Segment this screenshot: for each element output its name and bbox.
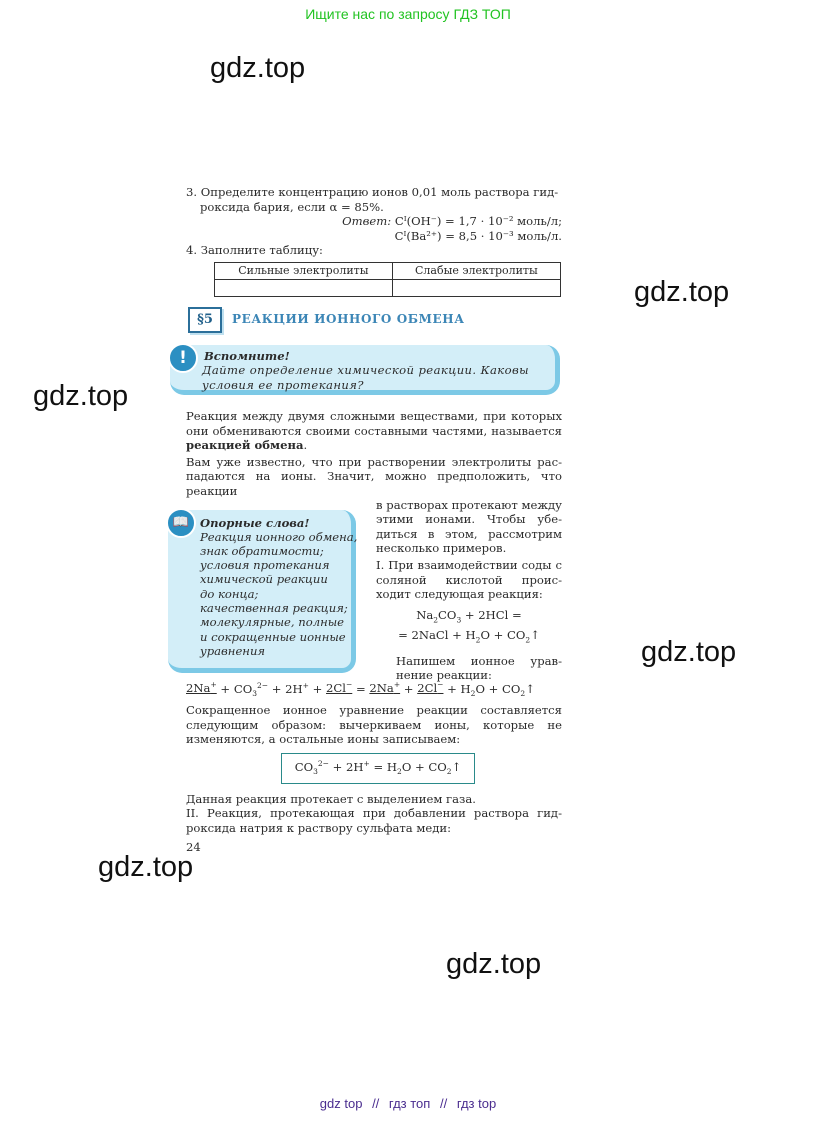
electrolytes-table [214, 262, 561, 297]
answer-label: Ответ: [342, 214, 392, 229]
term-exchange-reaction: реакцией обмена [186, 438, 304, 453]
wrap-paragraph-2: I. При взаимодействии соды с соляной кислотой происходит следующая реакция: [376, 557, 562, 602]
top-banner[interactable]: Ищите нас по запросу ГДЗ ТОП [305, 6, 511, 22]
molecular-equation: $Na_2CO_3 + 2HCl$ = = 2NaCl + $H_2O$ + $CO_2↑$ [398, 607, 540, 644]
exercise-4 [186, 243, 562, 297]
watermark: gdz.top [634, 276, 730, 308]
keyword-item: молекулярные, полные [200, 615, 345, 630]
watermark: gdz.top [641, 636, 737, 668]
full-ionic-equation: $2Na^+ + CO_3^{2-} + 2H^+ + 2Cl^- = 2Na^+ + 2Cl^- + H_2O$ + $CO_2↑$ [186, 680, 535, 698]
table-header-weak: Слабые электролиты [392, 262, 560, 279]
watermark: gdz.top [33, 380, 129, 412]
footer-separator: // [439, 1096, 448, 1111]
exercise-3 [186, 185, 562, 243]
section-number: §5 [188, 307, 222, 333]
exercise-3-line1: 3. Определите концентрацию ионов 0,01 моль раствора гид- [186, 185, 559, 199]
recall-heading: Вспомните! [204, 348, 290, 363]
footer-link[interactable]: gdz top [319, 1096, 363, 1111]
table-cell-empty [392, 279, 560, 296]
watermark: gdz.top [210, 52, 306, 84]
keywords-box [168, 510, 356, 673]
footer-separator: // [372, 1096, 380, 1111]
section-title: РЕАКЦИИ ИОННОГО ОБМЕНА [232, 311, 465, 326]
answer-line1: Cᴵ(OH⁻) = 1,7 · 10⁻² моль/л; [394, 214, 562, 229]
watermark: gdz.top [446, 948, 542, 980]
book-icon: 📖 [166, 508, 196, 538]
table-cell-empty [215, 279, 393, 296]
page-number: 24 [186, 839, 201, 854]
exercise-3-answer [186, 214, 562, 229]
exercise-3-line2: роксида бария, если α = 85%. [200, 199, 384, 214]
keyword-item: условия протекания [200, 558, 330, 573]
wrap-area [172, 497, 562, 683]
watermark: gdz.top [98, 851, 194, 883]
section-heading [186, 307, 562, 339]
recall-box [170, 345, 560, 395]
table-header-strong: Сильные электролиты [215, 262, 393, 279]
exclamation-icon: ! [168, 343, 198, 373]
paragraph-short-equation: Сокращенное ионное уравнение реакции составляется следующим образом: вычеркиваем ионы, которые не изменяются, а остальные ионы записываем: [186, 703, 562, 747]
answer-line2: Cᴵ(Ba²⁺) = 8,5 · 10⁻³ моль/л. [394, 228, 562, 243]
wrap-paragraph-1: в растворах протекают между этими ионами. Чтобы убедиться в этом, рассмотрим несколько примеров. [376, 497, 562, 556]
footer-links [0, 1096, 816, 1111]
para1-text: Реакция между двумя сложными веществами, при которых они обмениваются своими составными частями, называется [186, 408, 562, 438]
paragraph-ions: Вам уже известно, что при растворении электролиты распадаются на ионы. Значит, можно предположить, что реакции [186, 454, 562, 498]
paragraph-gas: Данная реакция протекает с выделением газа. [186, 791, 476, 806]
recall-text: Дайте определение химической реакции. Каковы условия ее протекания? [202, 362, 529, 392]
keyword-item: качественная реакция; [200, 601, 348, 616]
short-ionic-equation: $CO_3^{2-} + 2H^+ = H_2O$ + $CO_2↑$ [281, 753, 475, 784]
keyword-item: до конца; [200, 586, 259, 601]
keyword-item: уравнения [200, 643, 266, 658]
keywords-list [200, 529, 358, 659]
keyword-item: знак обратимости; [200, 543, 324, 558]
keywords-heading: Опорные слова! [200, 515, 310, 530]
keyword-item: и сокращенные ионные [200, 629, 346, 644]
wrap-paragraph-3: Напишем ионное уравнение реакции: [396, 653, 562, 683]
wrap-text [376, 498, 562, 683]
paragraph-part-2: II. Реакция, протекающая при добавлении раствора гидроксида натрия к раствору сульфата меди: [186, 806, 562, 836]
keyword-item: Реакция ионного обмена, [200, 529, 358, 544]
footer-link[interactable]: гдз top [456, 1096, 497, 1111]
keyword-item: химической реакции [200, 572, 328, 587]
textbook-page [172, 185, 562, 854]
paragraph-definition [186, 409, 562, 453]
exercise-4-text: 4. Заполните таблицу: [186, 243, 323, 258]
para1-end: . [303, 438, 308, 453]
footer-link[interactable]: гдз топ [388, 1096, 431, 1111]
